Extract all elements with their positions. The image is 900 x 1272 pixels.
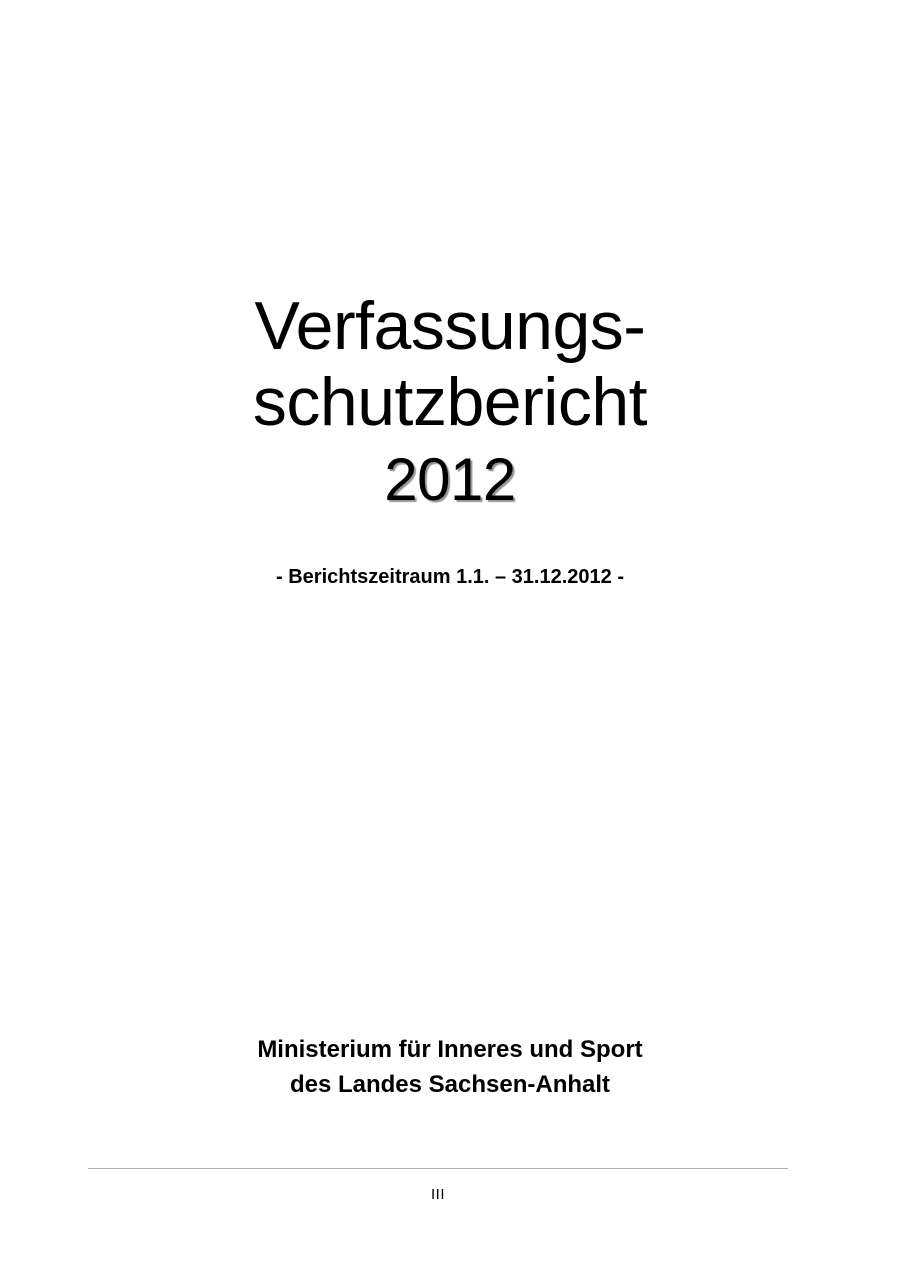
publisher-line-2: des Landes Sachsen-Anhalt: [289, 1071, 611, 1098]
publisher-block: [0, 1032, 900, 1102]
title-block: [0, 288, 900, 590]
page-footer: [88, 1168, 788, 1204]
page-title: [0, 288, 900, 516]
title-line-2: schutzbericht: [252, 364, 648, 440]
publisher-line-1: Ministerium für Inneres und Sport: [257, 1036, 643, 1063]
title-line-1: Verfassungs-: [254, 288, 646, 364]
report-period-subtitle: - Berichtszeitraum 1.1. – 31.12.2012 -: [276, 566, 624, 588]
page-number: III: [430, 1186, 445, 1203]
title-year: 2012: [384, 446, 516, 513]
